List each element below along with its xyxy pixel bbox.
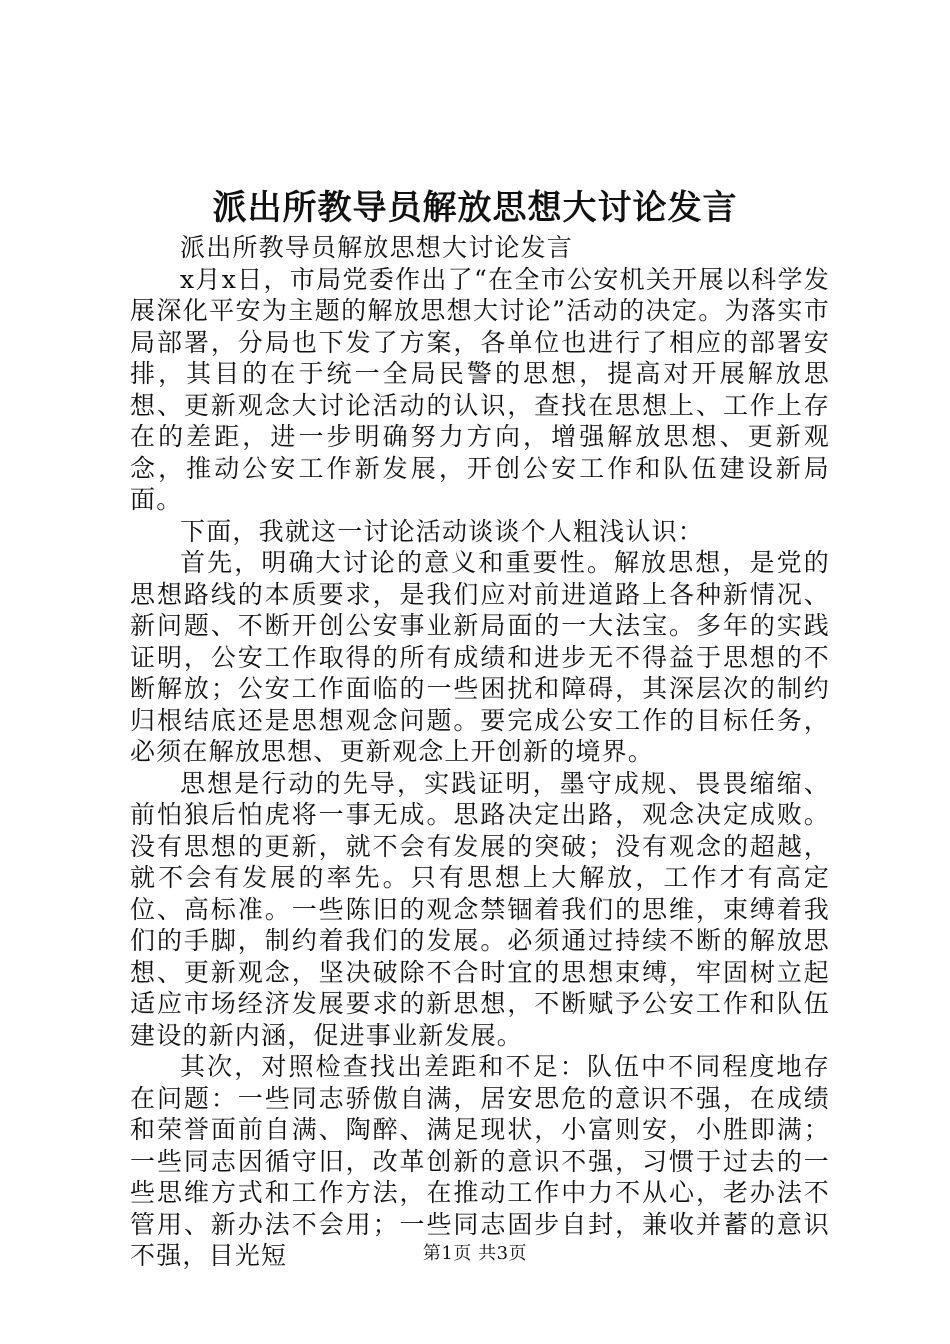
document-title: 派出所教导员解放思想大讨论发言	[212, 188, 738, 228]
document-body	[130, 232, 830, 1272]
paragraph-first-point: 首先，明确大讨论的意义和重要性。解放思想，是党的思想路线的本质要求，是我们应对前进道路上各种新情况、新问题、不断开创公安事业新局面的一大法宝。多年的实践证明，公安工作取得的所有成绩和进步无不得益于思想的不断解放；公安工作面临的一些困扰和障碍，其深层次的制约归根结底还是思想观念问题。要完成公安工作的目标任务，必须在解放思想、更新观念上开创新的境界。	[130, 548, 830, 766]
paragraph-heading-repeat: 派出所教导员解放思想大讨论发言	[180, 233, 574, 262]
paragraph-second-point: 其次，对照检查找出差距和不足：队伍中不同程度地存在问题：一些同志骄傲自满，居安思危的意识不强，在成绩和荣誉面前自满、陶醉、满足现状，小富则安，小胜即满；一些同志因循守旧，改革创新的意识不强，习惯于过去的一些思维方式和工作方法，在推动工作中力不从心，老办法不管用、新办法不会用；一些同志固步自封，兼收并蓄的意识不强，目光短	[130, 1052, 830, 1270]
paragraph-intro: x月x日，市局党委作出了“在全市公安机关开展以科学发展深化平安为主题的解放思想大讨论”活动的决定。为落实市局部署，分局也下发了方案，各单位也进行了相应的部署安排，其目的在于统一全局民警的思想，提高对开展解放思想、更新观念大讨论活动的认识，查找在思想上、工作上存在的差距，进一步明确努力方向，增强解放思想、更新观念，推动公安工作新发展，开创公安工作和队伍建设新局面。	[130, 264, 830, 514]
page-number-footer: 第1页 共3页	[422, 1243, 528, 1264]
paragraph-thinking-guide: 思想是行动的先导，实践证明，墨守成规、畏畏缩缩、前怕狼后怕虎将一事无成。思路决定出路，观念决定成败。没有思想的更新，就不会有发展的突破；没有观念的超越，就不会有发展的率先。只有思想上大解放，工作才有高定位、高标准。一些陈旧的观念禁锢着我们的思维，束缚着我们的手脚，制约着我们的发展。必须通过持续不断的解放思想、更新观念，坚决破除不合时宜的思想束缚，牢固树立起适应市场经济发展要求的新思想，不断赋予公安工作和队伍建设的新内涵，促进事业新发展。	[130, 768, 830, 1050]
paragraph-transition: 下面，我就这一讨论活动谈谈个人粗浅认识：	[180, 516, 705, 546]
